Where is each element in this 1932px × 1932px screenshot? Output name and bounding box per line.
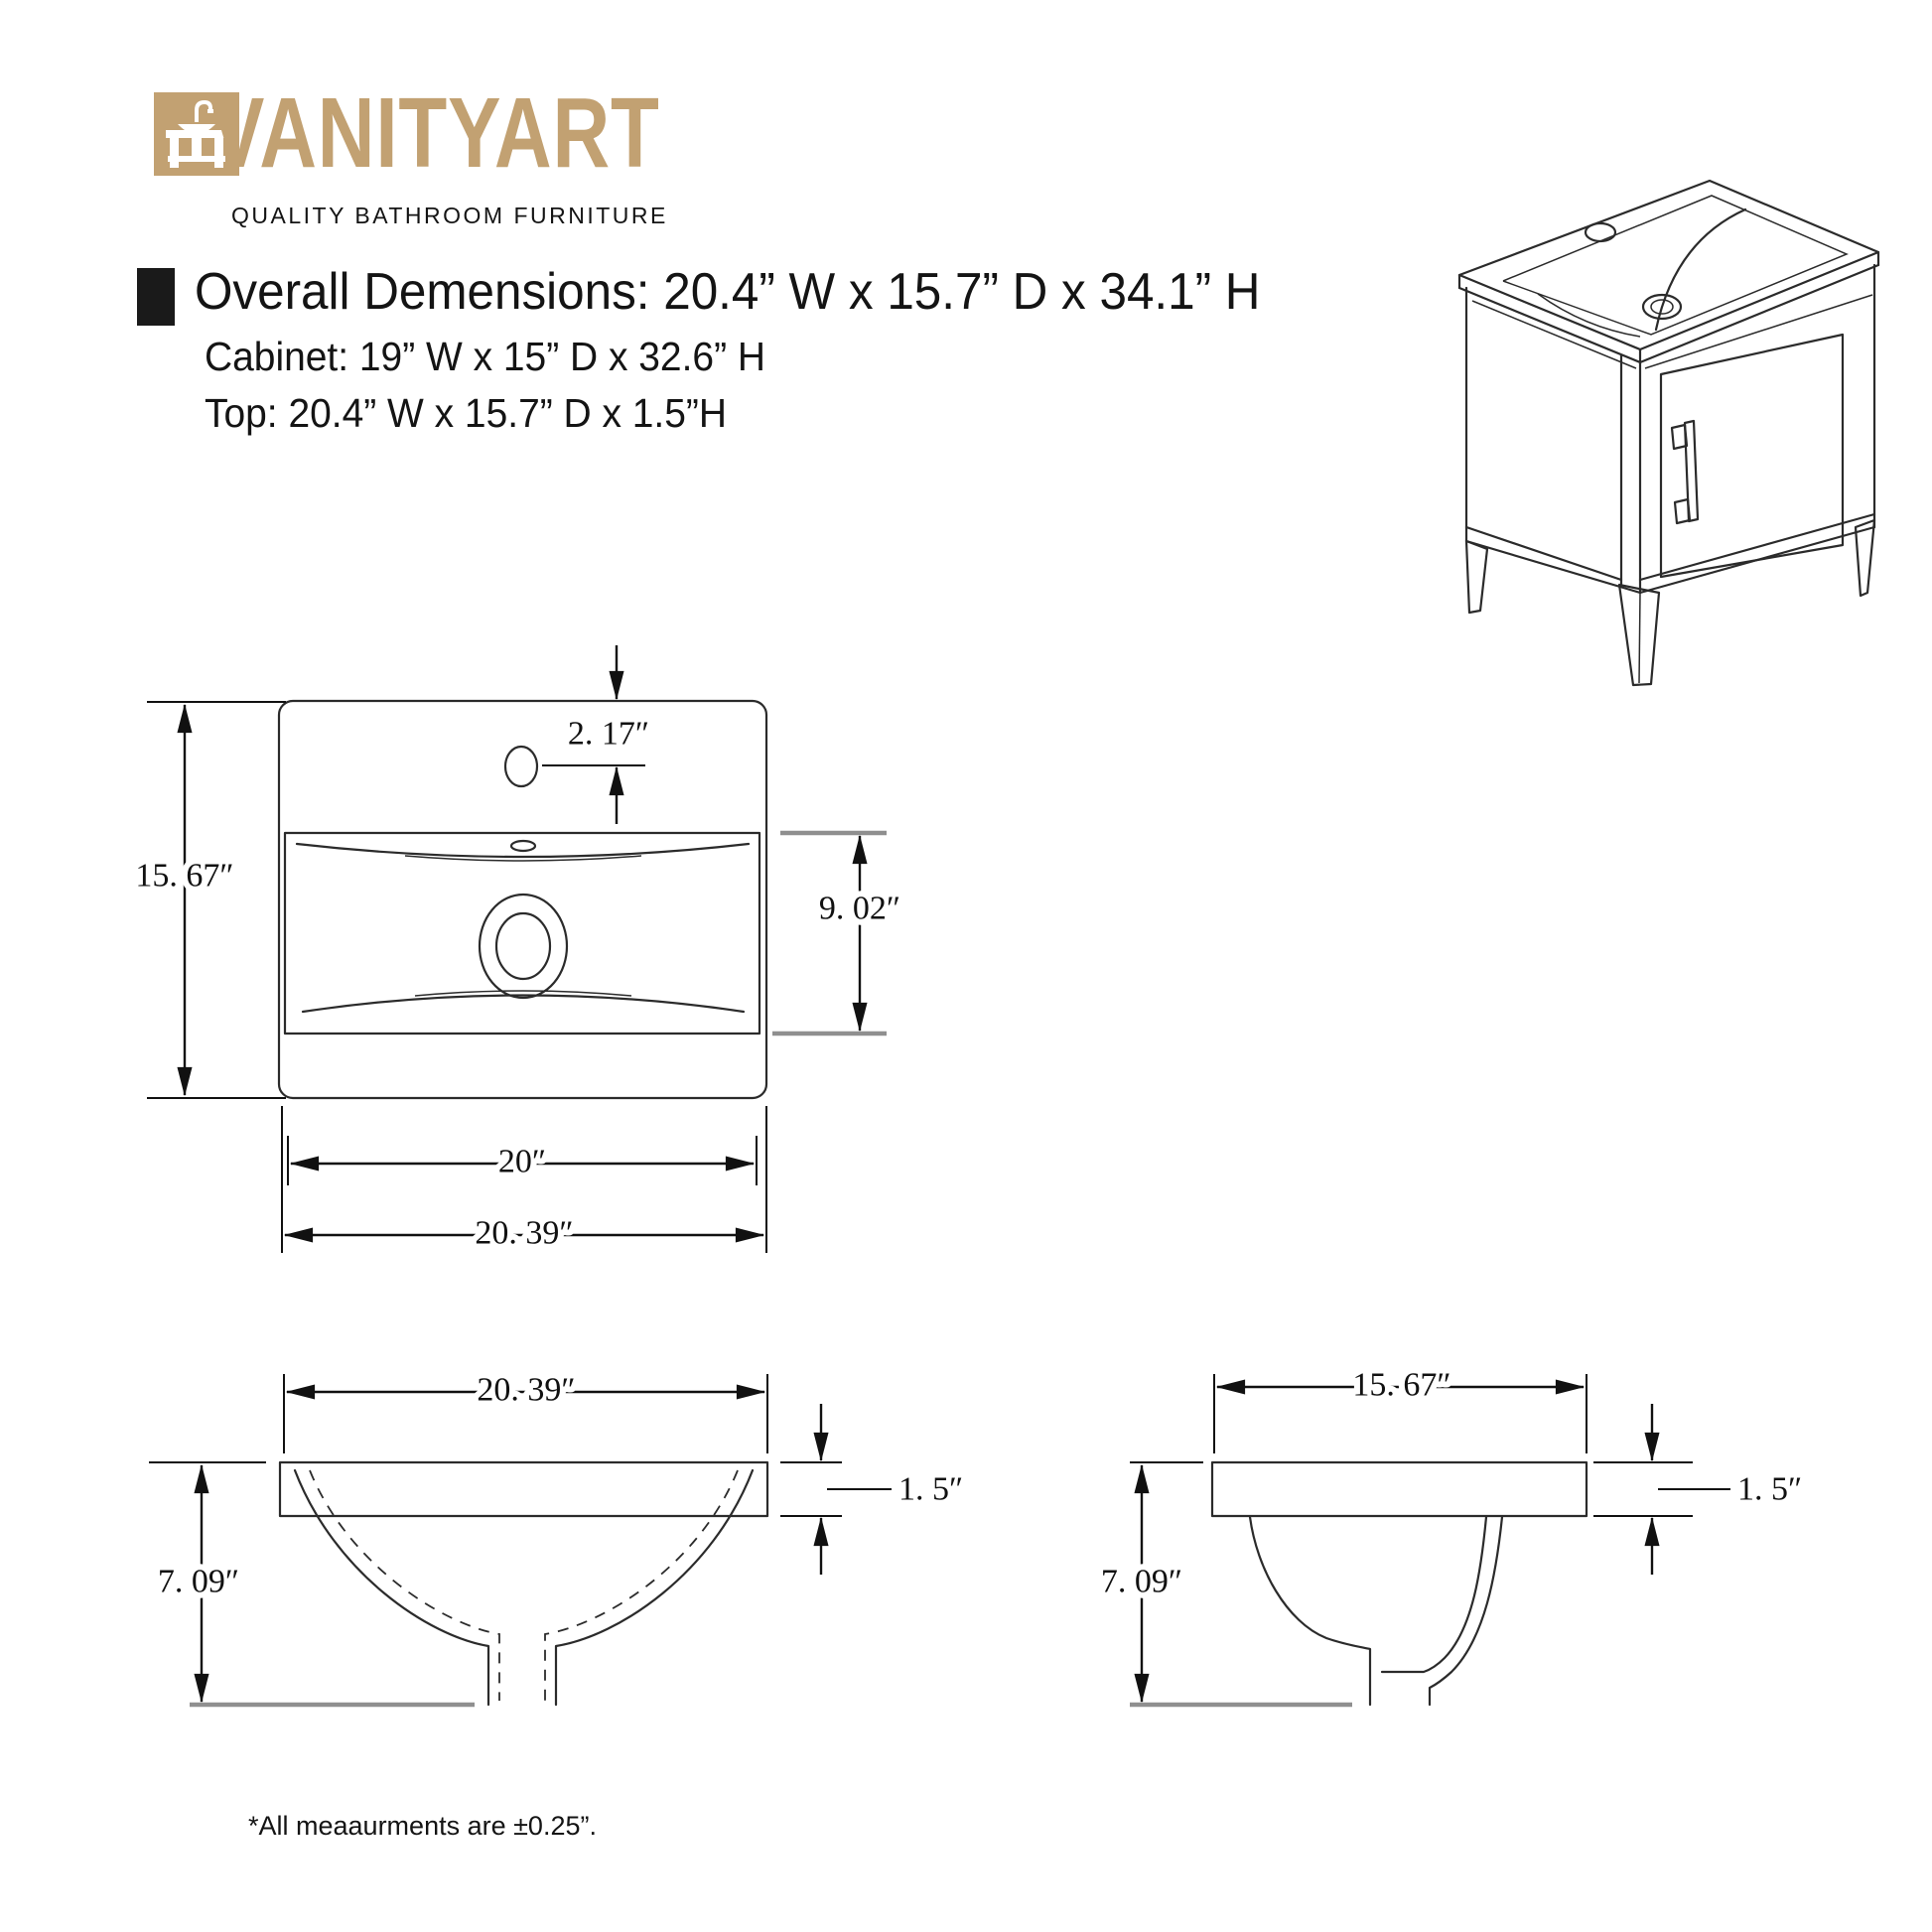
dim-basin-width: 20″ [497,1143,547,1180]
side-section-drawing [1101,1367,1802,1706]
top-dimensions-text: Top: 20.4” W x 15.7” D x 1.5”H [205,390,728,436]
cabinet-dimensions-text: Cabinet: 19” W x 15” D x 32.6” H [205,334,765,379]
faucet-hole [505,747,537,786]
vanity-faucet-hole [1586,223,1615,241]
dim-front-section-width: 20. 39″ [477,1371,576,1409]
top-view-drawing [135,645,900,1253]
drain-outer [480,895,567,998]
vanity-door-handle [1672,421,1698,523]
dim-top-view-depth: 15. 67″ [135,857,234,895]
dim-front-section-thickness: 1. 5″ [898,1470,964,1508]
dim-side-section-width: 15. 67″ [1352,1366,1451,1404]
drain-inner [496,913,550,979]
dim-front-section-height: 7. 09″ [157,1563,240,1600]
dim-side-section-thickness: 1. 5″ [1737,1470,1803,1508]
dim-side-section-height: 7. 09″ [1100,1563,1183,1600]
vanity-leg-back-left [1466,541,1487,613]
front-section-drawing [149,1372,963,1706]
brand-tagline: QUALITY BATHROOM FURNITURE [231,203,668,228]
tolerance-footnote: *All meaaurments are ±0.25”. [248,1811,597,1841]
dim-top-view-width: 20. 39″ [475,1214,574,1252]
overflow-hole [511,841,535,851]
dim-faucet-offset: 2. 17″ [567,715,650,753]
overall-dimensions-text: Overall Demensions: 20.4” W x 15.7” D x 34.1” H [195,263,1261,321]
brand-logo-text: VANITYART [211,77,660,189]
vanity-door [1661,335,1843,577]
dim-basin-depth: 9. 02″ [818,890,901,927]
vanity-3d-drawing [1459,181,1878,685]
